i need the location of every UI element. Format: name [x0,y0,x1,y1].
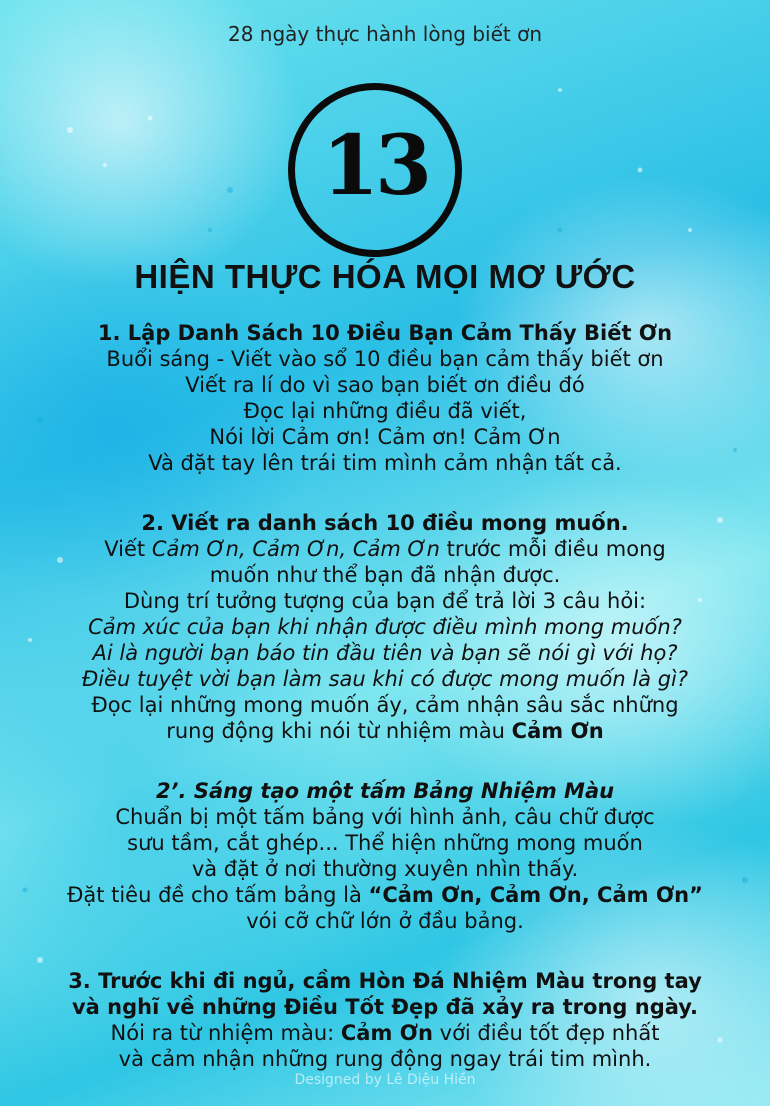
text-segment: Viết [104,537,152,561]
section-2b-line: sưu tầm, cắt ghép... Thể hiện những mong muốn [127,831,643,855]
section-2b-line: và đặt ở nơi thường xuyên nhìn thấy. [191,857,579,881]
section-1-line: Đọc lại những điều đã viết, [243,399,527,423]
section-1-line: Nói lời Cảm ơn! Cảm ơn! Cảm Ơn [209,425,561,449]
section-2-line: Dùng trí tưởng tượng của bạn để trả lời 3 câu hỏi: [123,589,647,613]
text-segment: Đặt tiêu đề cho tấm bảng là [67,883,369,907]
section-1-line: Buổi sáng - Viết vào sổ 10 điều bạn cảm thấy biết ơn [106,347,664,371]
emphasis-text: Cảm Ơn [340,1021,433,1045]
emphasis-text: Cảm Ơn, Cảm Ơn, Cảm Ơn [151,537,440,561]
section-3 [0,968,770,1072]
section-1-heading: 1. Lập Danh Sách 10 Điều Bạn Cảm Thấy Biết Ơn [97,321,673,345]
section-3-line: và cảm nhận những rung động ngay trái tim mình. [118,1047,652,1071]
section-1 [0,320,770,476]
section-2-line: Đọc lại những mong muốn ấy, cảm nhận sâu sắc những [91,693,679,717]
question-line: Ai là người bạn báo tin đầu tiên và bạn sẽ nói gì với họ? [92,641,678,665]
section-3-heading: và nghĩ về những Điều Tốt Đẹp đã xảy ra trong ngày. [71,995,698,1019]
series-subtitle: 28 ngày thực hành lòng biết ơn [227,22,542,46]
section-1-line: Và đặt tay lên trái tim mình cảm nhận tất cả. [148,451,622,475]
text-segment: rung động khi nói từ nhiệm màu [166,719,512,743]
section-2b-heading: 2’. Sáng tạo một tấm Bảng Nhiệm Màu [155,779,615,803]
designer-credit: Designed by Lê Diệu Hiền [294,1072,476,1088]
emphasis-text: Cảm Ơn [511,719,604,743]
question-line: Điều tuyệt vời bạn làm sau khi có được mong muốn là gì? [81,667,689,691]
section-2b-line: vói cỡ chữ lớn ở đầu bảng. [246,909,524,933]
text-segment: trước mỗi điều mong [439,537,666,561]
section-2-heading: 2. Viết ra danh sách 10 điều mong muốn. [141,511,629,535]
text-segment: với điều tốt đẹp nhất [432,1021,660,1045]
text-segment: Nói ra từ nhiệm màu: [110,1021,341,1045]
section-2b [0,778,770,934]
day-number-badge [288,83,462,257]
section-2b-line: Chuẩn bị một tấm bảng với hình ảnh, câu chữ được [115,805,655,829]
section-3-line [0,1020,770,1046]
section-2b-line [0,882,770,908]
section-1-line: Viết ra lí do vì sao bạn biết ơn điều đó [185,373,585,397]
question-line: Cảm xúc của bạn khi nhận được điều mình mong muốn? [88,615,682,639]
page-title: HIỆN THỰC HÓA MỌI MƠ ƯỚC [134,258,636,295]
emphasis-text: “Cảm Ơn, Cảm Ơn, Cảm Ơn” [368,883,703,907]
section-2 [0,510,770,744]
day-number: 13 [321,118,429,214]
section-2-line [0,718,770,744]
section-3-heading: 3. Trước khi đi ngủ, cầm Hòn Đá Nhiệm Màu trong tay [68,969,702,993]
section-2-line [0,536,770,562]
section-2-line: muốn như thể bạn đã nhận được. [209,563,561,587]
